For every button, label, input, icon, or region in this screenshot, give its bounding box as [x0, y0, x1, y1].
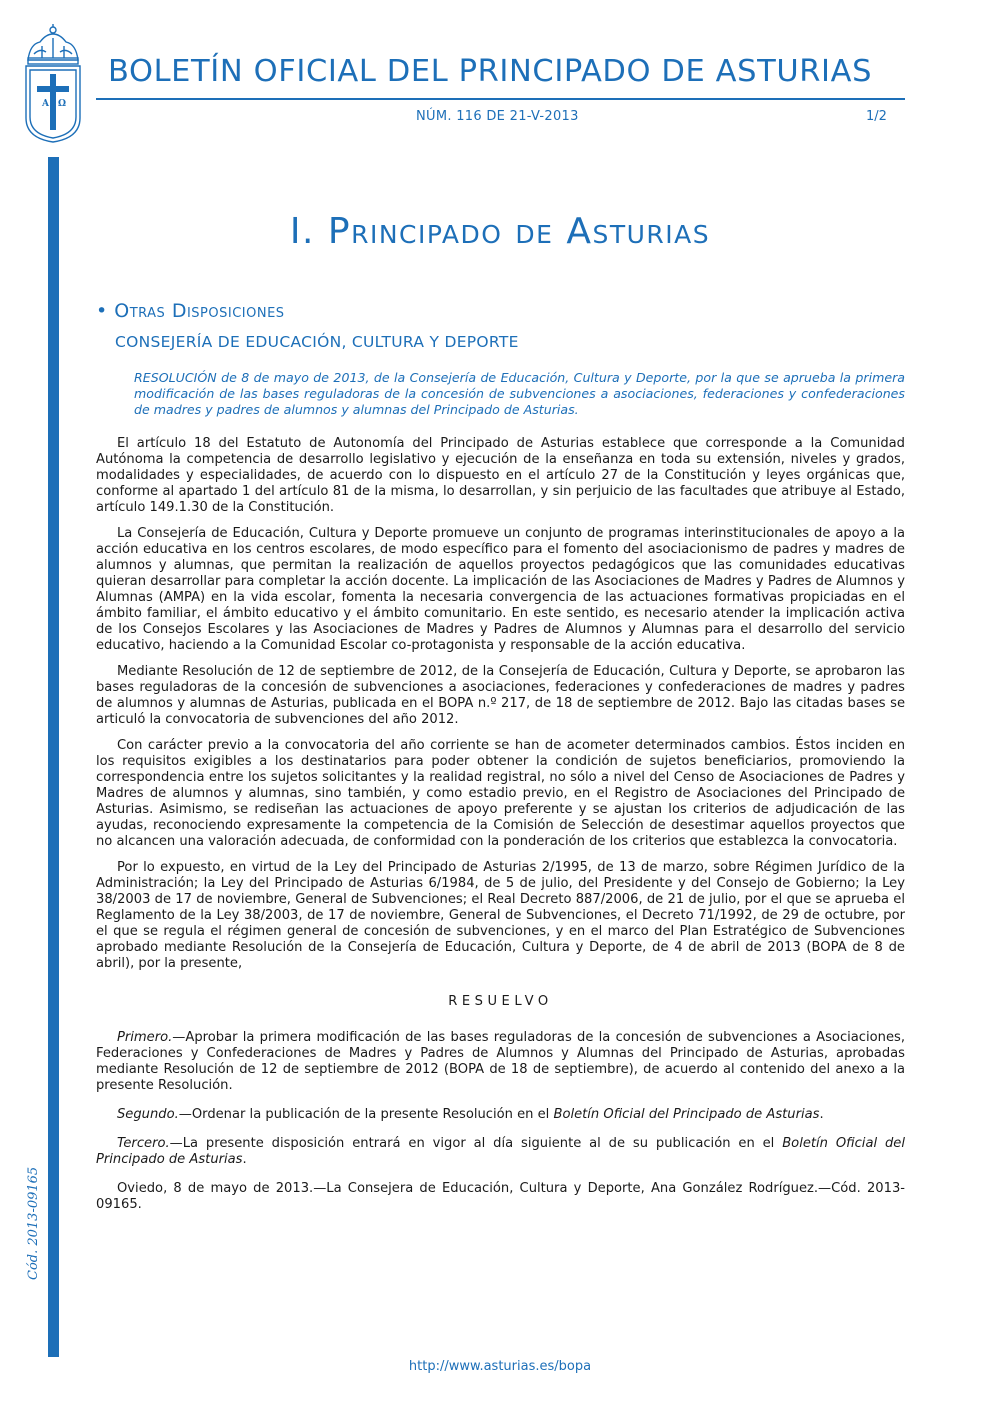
header-divider	[96, 98, 905, 100]
paragraph: Mediante Resolución de 12 de septiembre de 2012, de la Consejería de Educación, Cultura y Deporte, se aprobaron las bases reguladoras de la concesión de subvenciones a asociaciones, federaciones y confederaciones de madres y padres de alumnos y alumnas de Asturias, publicada en el BOPA n.º 217, de 18 de septiembre de 2012. Bajo las citadas bases se articuló la convocatoria de subvenciones del año 2012.	[96, 664, 905, 727]
article-text: —Aprobar la primera modificación de las bases reguladoras de la concesión de subvenciones a Asociaciones, Federaciones y Confederaciones de Madres y Padres de Alumnos y Alumnas del Principado de Asturias, aprobadas mediante Resolución de 12 de septiembre de 2012 (BOPA de 18 de septiembre), de acuerdo al contenido del anexo a la presente Resolución.	[96, 1030, 905, 1093]
bulletin-name: Boletín Oficial del Principado de Asturias	[553, 1107, 820, 1122]
article-tercero	[96, 1136, 905, 1168]
article-primero	[96, 1030, 905, 1094]
paragraph: El artículo 18 del Estatuto de Autonomía del Principado de Asturias establece que corresponde a la Comunidad Autónoma la competencia de desarrollo legislativo y ejecución de la enseñanza en toda su extensión, niveles y grados, modalidades y especialidades, de acuerdo con lo dispuesto en el artículo 27 de la Constitución y leyes orgánicas que, conforme al apartado 1 del artículo 81 de la misma, lo desarrollan, y sin perjuicio de las facultades que atribuye al Estado, artículo 149.1.30 de la Constitución.	[96, 436, 905, 515]
article-label: Tercero.	[117, 1136, 170, 1151]
subsection-title: • Otras Disposiciones	[96, 300, 285, 322]
bulletin-title: BOLETÍN OFICIAL DEL PRINCIPADO DE ASTURIAS	[108, 54, 873, 89]
bulletin-name: Boletín Oficial del Principado de Asturias	[96, 1136, 905, 1167]
article-text: —La presente disposición entrará en vigor al día siguiente al de su publicación en el	[169, 1136, 783, 1151]
signature: Oviedo, 8 de mayo de 2013.—La Consejera de Educación, Cultura y Deporte, Ana González Rodríguez.—Cód. 2013-09165.	[96, 1181, 905, 1212]
section-title: I. Principado de Asturias	[289, 211, 711, 252]
paragraph: Con carácter previo a la convocatoria del año corriente se han de acometer determinados cambios. Éstos inciden en los requisitos exigibles a los destinatarios para poder obtener la condición de sujetos beneficiarios, promoviendo la correspondencia entre los sujetos solicitantes y la realidad registral, no sólo a nivel del Censo de Asociaciones de Padres y Madres de alumnos y alumnas, sino también, y como estadio previo, en el Registro de Asociaciones del Principado de Asturias. Asimismo, se rediseñan las actuaciones de apoyo preferente y se ajustan los criterios de adjudicación de las ayudas, reconociendo expresamente la competencia de la Comisión de Selección de desestimar aquellos proyectos que no alcancen una valoración adecuada, de conformidad con la ponderación de los criterios que establezca la convocatoria.	[96, 738, 905, 849]
principado-coat-of-arms-logo	[20, 22, 86, 146]
issue-number: NÚM. 116 DE 21-V-2013	[416, 109, 579, 124]
svg-text:A: A	[42, 99, 49, 109]
article-label: Primero.	[117, 1030, 173, 1045]
document-body	[96, 436, 905, 1223]
paragraph: La Consejería de Educación, Cultura y Deporte promueve un conjunto de programas interinstitucionales de apoyo a la acción educativa en los centros escolares, de modo específico para el fomento del asociacionismo de padres y madres de alumnos y alumnas, que permitan la realización de aquellos proyectos pedagógicos que las comunidades educativas quieran desarrollar para completar la acción docente. La implicación de las Asociaciones de Madres y Padres de Alumnos y Alumnas (AMPA) en la vida escolar, fomenta la necesaria convergencia de las actuaciones formativas propiciadas en el ámbito familiar, el ámbito educativo y el ámbito comunitario. En este sentido, es necesario atender la implicación activa de los Consejos Escolares y las Asociaciones de Madres y Padres de Alumnos y Alumnas para el desarrollo del servicio educativo, haciendo a la Comunidad Escolar co-protagonista y responsable de la acción educativa.	[96, 526, 905, 653]
article-text: —Ordenar la publicación de la presente Resolución en el	[178, 1107, 554, 1122]
resolution-title: RESOLUCIÓN de 8 de mayo de 2013, de la Consejería de Educación, Cultura y Deporte, por la que se aprueba la primera modificación de las bases reguladoras de la concesión de subvenciones a asociaciones, federaciones y confederaciones de madres y padres de alumnos y alumnas del Principado de Asturias.	[134, 370, 905, 417]
article-label: Segundo.	[117, 1107, 179, 1122]
article-segundo	[96, 1107, 905, 1123]
svg-text:Ω: Ω	[58, 99, 67, 109]
article-end: .	[242, 1152, 247, 1167]
resolve-heading: RESUELVO	[448, 994, 553, 1009]
page-count: 1/2	[866, 109, 887, 124]
paragraph: Por lo expuesto, en virtud de la Ley del Principado de Asturias 2/1995, de 13 de marzo, sobre Régimen Jurídico de la Administración; la Ley del Principado de Asturias 6/1984, de 5 de julio, del Presidente y del Consejo de Gobierno; la Ley 38/2003 de 17 de noviembre, General de Subvenciones; el Real Decreto 887/2006, de 21 de julio, por el que se aprueba el Reglamento de la Ley 38/2003, de 17 de noviembre, General de Subvenciones, el Decreto 71/1992, de 29 de octubre, por el que se regula el régimen general de concesión de subvenciones, y en el marco del Plan Estratégico de Subvenciones aprobado mediante Resolución de la Consejería de Educación, Cultura y Deporte, de 4 de abril de 2013 (BOPA de 8 de abril), por la presente,	[96, 860, 905, 971]
side-document-code: Cód. 2013-09165	[26, 1166, 41, 1280]
article-end: .	[819, 1107, 824, 1122]
side-margin-bar	[48, 157, 59, 1357]
footer-link[interactable]: http://www.asturias.es/bopa	[408, 1359, 592, 1374]
department-name: CONSEJERÍA DE EDUCACIÓN, CULTURA Y DEPORTE	[115, 333, 519, 351]
